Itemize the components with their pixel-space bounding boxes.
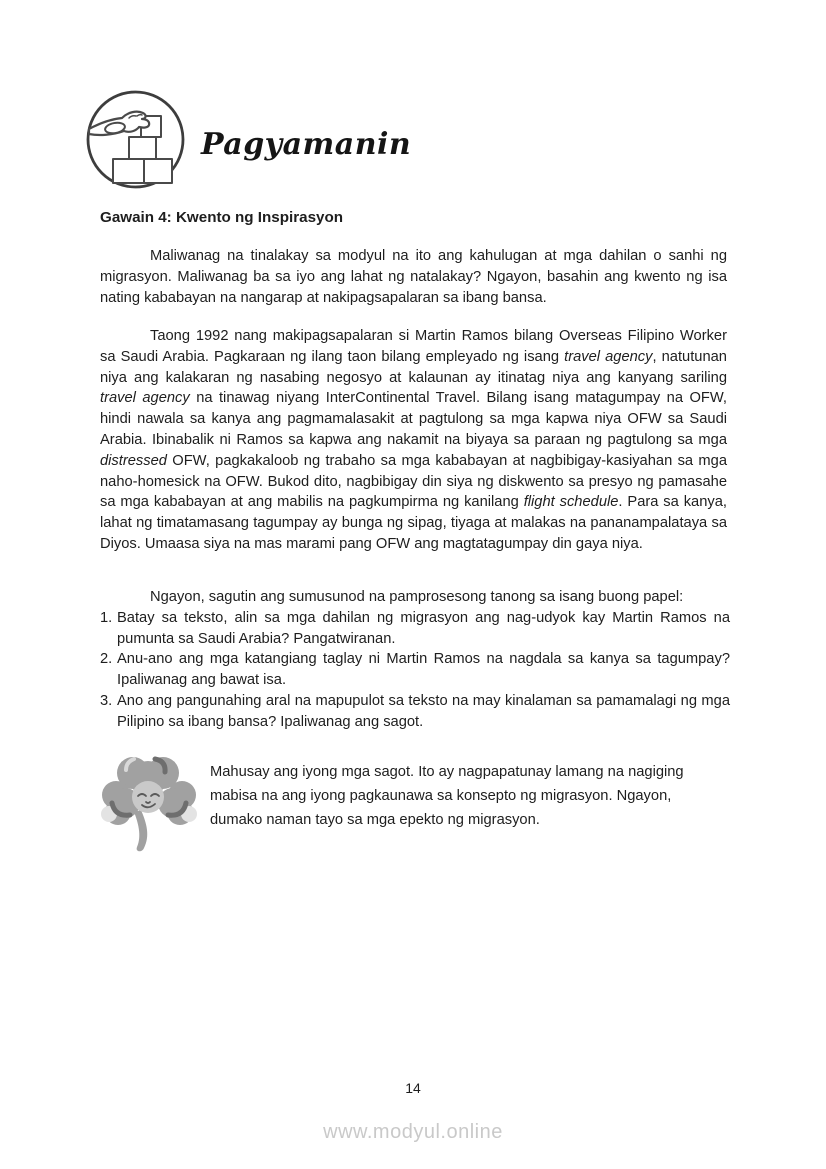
section-title: Pagyamanin — [201, 127, 412, 162]
question-number: 2. — [100, 651, 113, 668]
question-item — [100, 649, 730, 691]
clover-face-icon — [97, 751, 201, 863]
questions-intro: Ngayon, sagutin ang sumusunod na pamprosesong tanong sa isang buong papel: — [150, 589, 684, 605]
page-number: 14 — [405, 1080, 421, 1096]
hand-stacking-blocks-icon — [85, 89, 186, 190]
intro-paragraph: Maliwanag na tinalakay sa modyul na ito ang kahulugan at mga dahilan o sanhi ng migrasyon. Maliwanag ba sa iyo ang lahat ng natalakay? Ngayon, basahin ang kwento ng isa nating kababayan na nangarap at nakipagsapalaran sa ibang bansa. — [100, 248, 727, 306]
question-number: 1. — [100, 609, 113, 626]
question-text: Ano ang pangunahing aral na mapupulot sa teksto na may kinalaman sa pamamalagi ng mga Pilipino sa ibang bansa? Ipaliwanag ang sagot. — [117, 692, 730, 730]
story-paragraph: Taong 1992 nang makipagsapalaran si Martin Ramos bilang Overseas Filipino Worker sa Saudi Arabia. Pagkaraan ng ilang taon bilang empleyado ng isang travel agency, natutunan niya ang kalakaran ng nasabing negosyo at kalaunan ay itinatag niya ang kanyang sariling travel agency na tinawag niyang InterContinental Travel. Bilang isang matagumpay na OFW, hindi nawala sa kanya ang pagmamalasakit at pagtulong sa mga kapwa niya OFW sa Saudi Arabia. Ibinabalik ni Ramos sa kapwa ang nakamit na biyaya sa paraan ng pagtulong sa mga distressed OFW, pagkakaloob ng trabaho sa mga kababayan at nagbibigay-kasiyahan sa mga naho-homesick na OFW. Bukod dito, nagbibigay din siya ng diskwento sa presyo ng pamasahe sa mga kababayan at ang mabilis na pagkumpirma ng kanilang flight schedule. Para sa kanya, lahat ng timatamasang tagumpay ay bunga ng sipag, tiyaga at malakas na pananampalataya sa Diyos. Umaasa siya na mas marami pang OFW ang magtatagumpay din gaya niya. — [100, 328, 728, 552]
callout-text: Mahusay ang iyong mga sagot. Ito ay nagpapatunay lamang na nagiging mabisa na ang iyong pagkaunawa sa konsepto ng migrasyon. Ngayon, dumako naman tayo sa mga epekto ng migrasyon. — [210, 764, 684, 828]
questions-list — [100, 608, 730, 733]
question-item — [100, 691, 730, 733]
activity-heading: Gawain 4: Kwento ng Inspirasyon — [100, 209, 344, 226]
question-text: Batay sa teksto, alin sa mga dahilan ng migrasyon ang nag-udyok kay Martin Ramos na pumunta sa Saudi Arabia? Pangatwiranan. — [117, 609, 730, 647]
watermark: www.modyul.online — [323, 1121, 503, 1143]
question-text: Anu-ano ang mga katangiang taglay ni Martin Ramos na nagdala sa kanya sa tagumpay? Ipaliwanag ang bawat isa. — [117, 651, 730, 689]
question-number: 3. — [100, 692, 113, 709]
question-item — [100, 608, 730, 650]
questions-section — [100, 587, 730, 733]
